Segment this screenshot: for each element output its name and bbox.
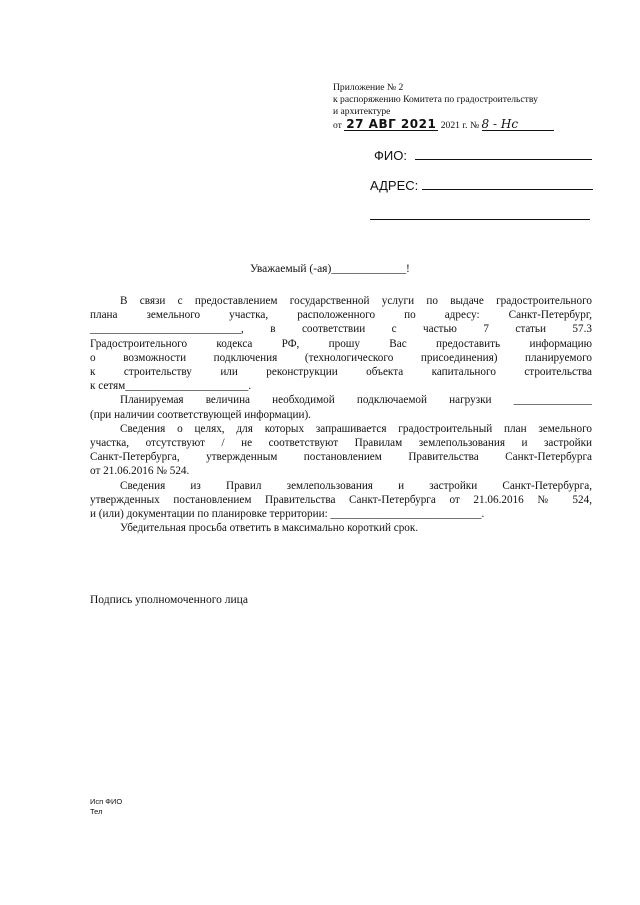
address-field <box>370 178 593 193</box>
signature-label: Подпись уполномоченного лица <box>90 594 248 606</box>
address-blank-line <box>422 178 593 190</box>
appendix-header <box>333 82 554 132</box>
p1-line: плана земельного участка, расположенного по адресу: Санкт-Петербург, <box>90 309 592 322</box>
appendix-title: Приложение № 2 <box>333 82 404 93</box>
greeting: Уважаемый (-ая)_____________! <box>250 263 410 275</box>
address-blank-line-2 <box>370 208 590 220</box>
letter-body <box>90 294 592 535</box>
executor-phone: Тел <box>90 807 103 816</box>
p3-line: Сведения о целях, для которых запрашивается градостроительный план земельного <box>120 422 592 435</box>
p1-line: ___________________________, в соответствии с частью 7 статьи 57.3 <box>90 323 592 336</box>
p4-line: Сведения из Правил землепользования и застройки Санкт-Петербурга, <box>120 479 592 492</box>
p2-line: Планируемая величина необходимой подключаемой нагрузки ______________ <box>120 394 592 407</box>
p1-line: В связи с предоставлением государственной услуги по выдаче градостроительного <box>120 295 592 307</box>
appendix-subtitle: к распоряжению Комитета по градостроительству <box>333 94 538 105</box>
p1-line: о возможности подключения (технологического присоединения) планируемого <box>90 351 592 364</box>
p1-line: Градостроительного кодекса РФ, прошу Вас предоставить информацию <box>90 337 592 350</box>
handwritten-number: 8 - Нс <box>482 118 554 131</box>
fio-blank-line <box>415 148 592 160</box>
p3-line: от 21.06.2016 № 524. <box>90 465 190 478</box>
p3-line: участка, отсутствуют / не соответствуют Правилам землепользования и застройки <box>90 437 592 450</box>
p3-line: Санкт-Петербурга, утвержденным постановлением Правительства Санкт-Петербурга <box>90 451 592 464</box>
address-extra-field <box>370 208 590 223</box>
p5-line: Убедительная просьба ответить в максимально короткий срок. <box>120 522 419 535</box>
p1-line: к строительству или реконструкции объекта капитального строительства <box>90 366 592 379</box>
p1-line: к сетям______________________. <box>90 380 252 393</box>
date-stamp: 27 АВГ 2021 <box>346 117 437 131</box>
appendix-from: от <box>333 120 342 131</box>
p4-line: и (или) документации по планировке территории: ___________________________. <box>90 508 485 521</box>
executor-name: Исп ФИО <box>90 797 123 806</box>
fio-field <box>374 148 592 163</box>
fio-label: ФИО: <box>374 148 407 163</box>
appendix-subtitle-2: и архитектуре <box>333 106 391 117</box>
appendix-date-line <box>333 118 554 132</box>
p4-line: утвержденных постановлением Правительства Санкт-Петербурга от 21.06.2016 № 524, <box>90 493 592 506</box>
address-label: АДРЕС: <box>370 178 419 193</box>
executor-info <box>90 797 122 817</box>
p2-line: (при наличии соответствующей информации). <box>90 408 311 421</box>
appendix-year-number: 2021 г. № <box>440 120 480 131</box>
